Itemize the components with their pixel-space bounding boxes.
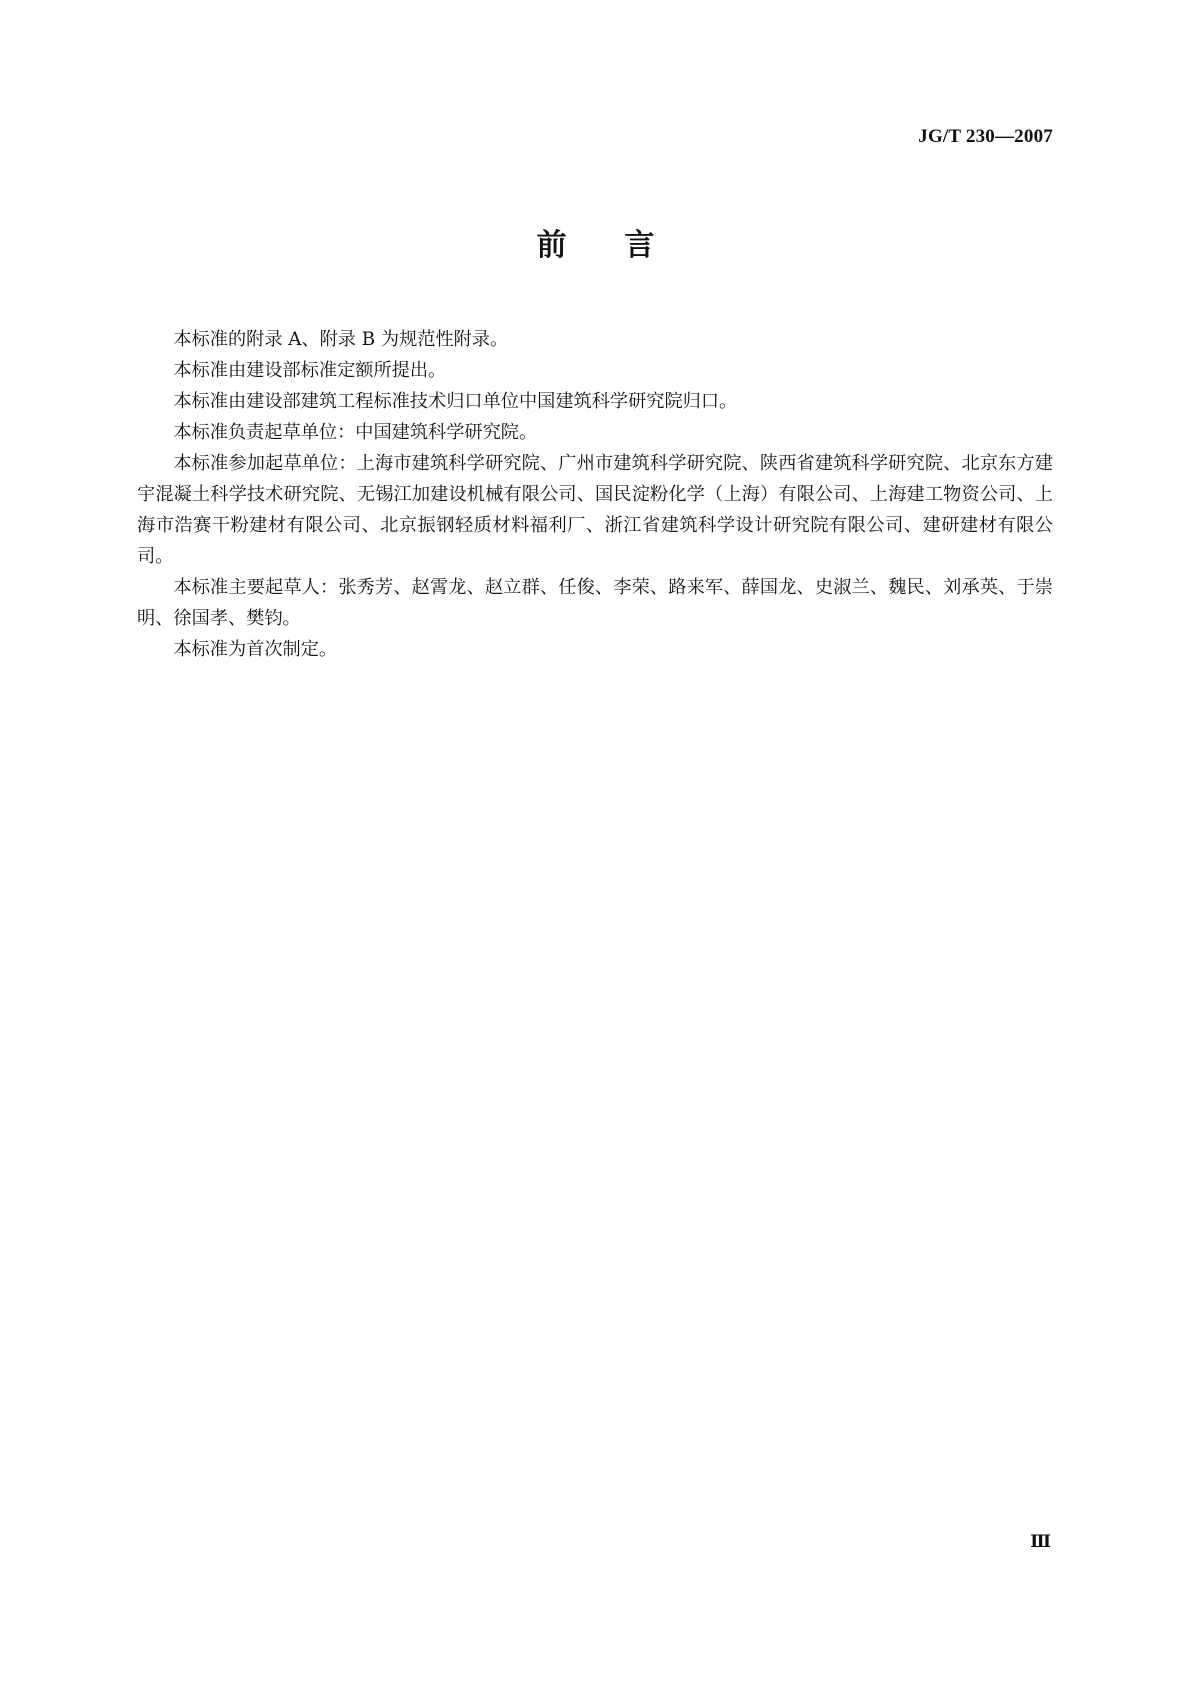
paragraph-first-edition: 本标准为首次制定。: [173, 639, 338, 660]
paragraph-participating-units: 本标准参加起草单位：上海市建筑科学研究院、广州市建筑科学研究院、陕西省建筑科学研究院、北京东方建宇混凝土科学技术研究院、无锡江加建设机械有限公司、国民淀粉化学（上海）有限公司、上海建工物资公司、上海市浩赛干粉建材有限公司、北京振钢轻质材料福利厂、浙江省建筑科学设计研究院有限公司、建研建材有限公司。: [137, 453, 1053, 567]
paragraph-proposer: 本标准由建设部标准定额所提出。: [173, 360, 447, 381]
page-number: Ⅲ: [1030, 1532, 1051, 1551]
foreword-body: [137, 324, 1053, 665]
paragraph-appendix: 本标准的附录 A、附录 B 为规范性附录。: [173, 329, 509, 350]
paragraph-centralized: 本标准由建设部建筑工程标准技术归口单位中国建筑科学研究院归口。: [173, 391, 738, 412]
standard-code: JG/T 230—2007: [918, 126, 1053, 147]
paragraph-drafting-unit: 本标准负责起草单位：中国建筑科学研究院。: [173, 422, 538, 443]
paragraph-main-drafters: 本标准主要起草人：张秀芳、赵霄龙、赵立群、任俊、李荣、路来军、薛国龙、史淑兰、魏民、刘承英、于崇明、徐国孝、樊钧。: [137, 577, 1053, 629]
page-title: 前言: [536, 228, 713, 263]
